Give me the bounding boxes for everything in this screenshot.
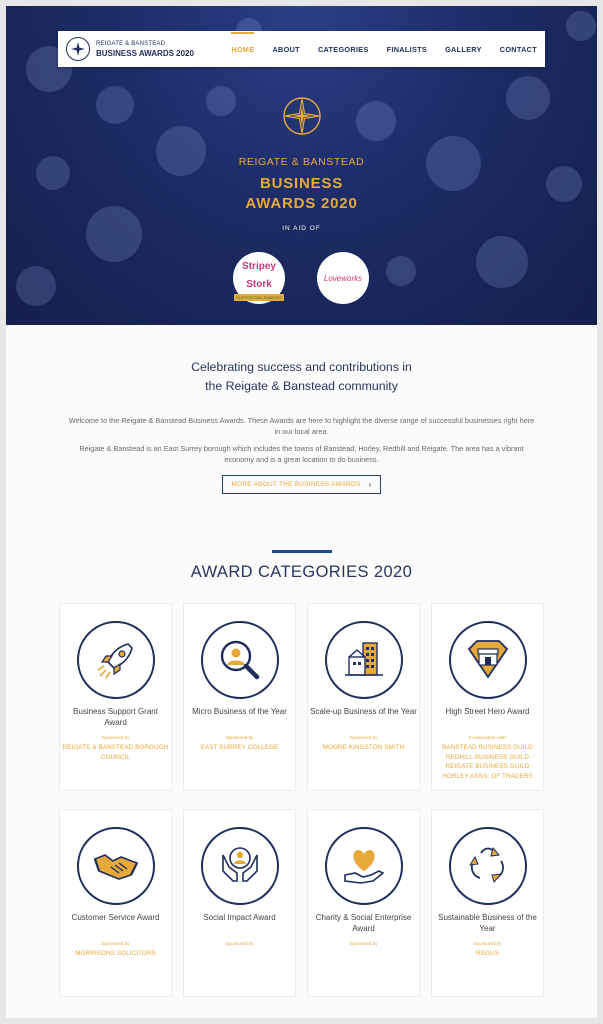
hands-person-icon: [201, 827, 279, 905]
hero-title-line2: AWARDS 2020: [245, 195, 358, 212]
sponsor-name: MOORE KINGSTON SMITH: [322, 744, 405, 751]
sponsor-name: BANSTEAD BUSINESS GUILD REDHILL BUSINESS GUILD REIGATE BUSINESS GUILD HORLEY ASSN. OF TRADERS: [442, 744, 533, 780]
intro-paragraph-1: Welcome to the Reigate & Banstead Business Awards. These Awards are here to highlight the diverse range of successful businesses right here in our local area.: [68, 416, 535, 436]
tagline-line2: the Reigate & Banstead community: [205, 379, 398, 393]
sponsor-name: REGUS: [476, 950, 499, 957]
site-logo[interactable]: [66, 37, 194, 61]
page-frame: [6, 6, 597, 1018]
tagline-line1: Celebrating success and contributions in: [191, 360, 412, 374]
sponsor-name: EAST SURREY COLLEGE: [200, 744, 279, 751]
category-card[interactable]: [59, 603, 172, 791]
compass-star-icon: [282, 96, 322, 136]
card-title: Micro Business of the Year: [192, 707, 287, 716]
sponsored-label: In association with: [469, 735, 506, 740]
more-about-button[interactable]: [222, 475, 381, 494]
shopfront-icon: [449, 621, 527, 699]
charity1-name-b: Stork: [246, 278, 272, 290]
top-navigation: [58, 31, 545, 67]
nav-contact[interactable]: CONTACT: [499, 44, 537, 54]
sponsored-label: Sponsored by: [101, 735, 130, 740]
nav-finalists[interactable]: FINALISTS: [386, 44, 428, 54]
in-aid-of-label: IN AID OF: [282, 225, 321, 232]
loveworks-logo[interactable]: [317, 252, 369, 304]
hero-subtitle: REIGATE & BANSTEAD: [238, 156, 365, 168]
hero-banner: [6, 6, 597, 325]
card-title: Business Support Grant Award: [73, 707, 158, 727]
charity1-sub: SUPPORTING FAMILIES: [236, 294, 282, 300]
section-divider: [272, 550, 332, 553]
logo-subtitle: REIGATE & BANSTEAD: [96, 41, 166, 47]
sponsored-label: Sponsored by: [349, 941, 378, 946]
logo-title: BUSINESS AWARDS 2020: [96, 49, 194, 58]
charity1-name-a: Stripey: [242, 260, 276, 272]
card-title: Sustainable Business of the Year: [438, 913, 537, 933]
card-title: Social Impact Award: [203, 913, 276, 922]
stripey-stork-logo[interactable]: [233, 252, 285, 304]
category-card[interactable]: [307, 603, 420, 791]
nav-menu: [213, 31, 537, 67]
more-about-label: MORE ABOUT THE BUSINESS AWARDS: [231, 481, 361, 488]
card-title: High Street Hero Award: [445, 707, 530, 716]
intro-paragraph-2: Reigate & Banstead is an East Surrey borough which includes the towns of Banstead, Horley, Redhill and Reigate. The area has a vibrant economy and is a great location to do business.: [79, 444, 524, 464]
category-card[interactable]: [431, 603, 544, 791]
person-search-icon: [201, 621, 279, 699]
hero-title-line1: BUSINESS: [259, 175, 344, 192]
recycle-icon: [449, 827, 527, 905]
sponsored-label: Sponsored by: [225, 941, 254, 946]
handshake-icon: [77, 827, 155, 905]
nav-categories[interactable]: CATEGORIES: [317, 44, 369, 54]
card-title: Customer Service Award: [71, 913, 160, 922]
building-icon: [325, 621, 403, 699]
category-card[interactable]: [183, 603, 296, 791]
charity2-name: Loveworks: [323, 273, 363, 283]
sponsored-label: Sponsored by: [101, 941, 130, 946]
nav-home[interactable]: HOME: [231, 44, 255, 54]
card-title: Charity & Social Enterprise Award: [315, 913, 412, 933]
sponsor-name: MORRISONS SOLICITORS: [75, 950, 156, 957]
category-card[interactable]: [431, 809, 544, 997]
sponsored-label: Sponsored by: [349, 735, 378, 740]
nav-about[interactable]: ABOUT: [272, 44, 300, 54]
category-card[interactable]: [59, 809, 172, 997]
sponsored-label: Sponsored by: [225, 735, 254, 740]
chevron-right-icon: ›: [368, 480, 372, 489]
card-title: Scale-up Business of the Year: [310, 707, 417, 716]
heart-hand-icon: [325, 827, 403, 905]
categories-title: AWARD CATEGORIES 2020: [190, 563, 413, 581]
sponsor-name: REIGATE & BANSTEAD BOROUGH COUNCIL: [62, 744, 169, 761]
compass-star-logo-icon: [66, 37, 90, 61]
category-card[interactable]: [307, 809, 420, 997]
category-card[interactable]: [183, 809, 296, 997]
sponsored-label: Sponsored by: [473, 941, 502, 946]
nav-gallery[interactable]: GALLERY: [445, 44, 482, 54]
rocket-icon: [77, 621, 155, 699]
